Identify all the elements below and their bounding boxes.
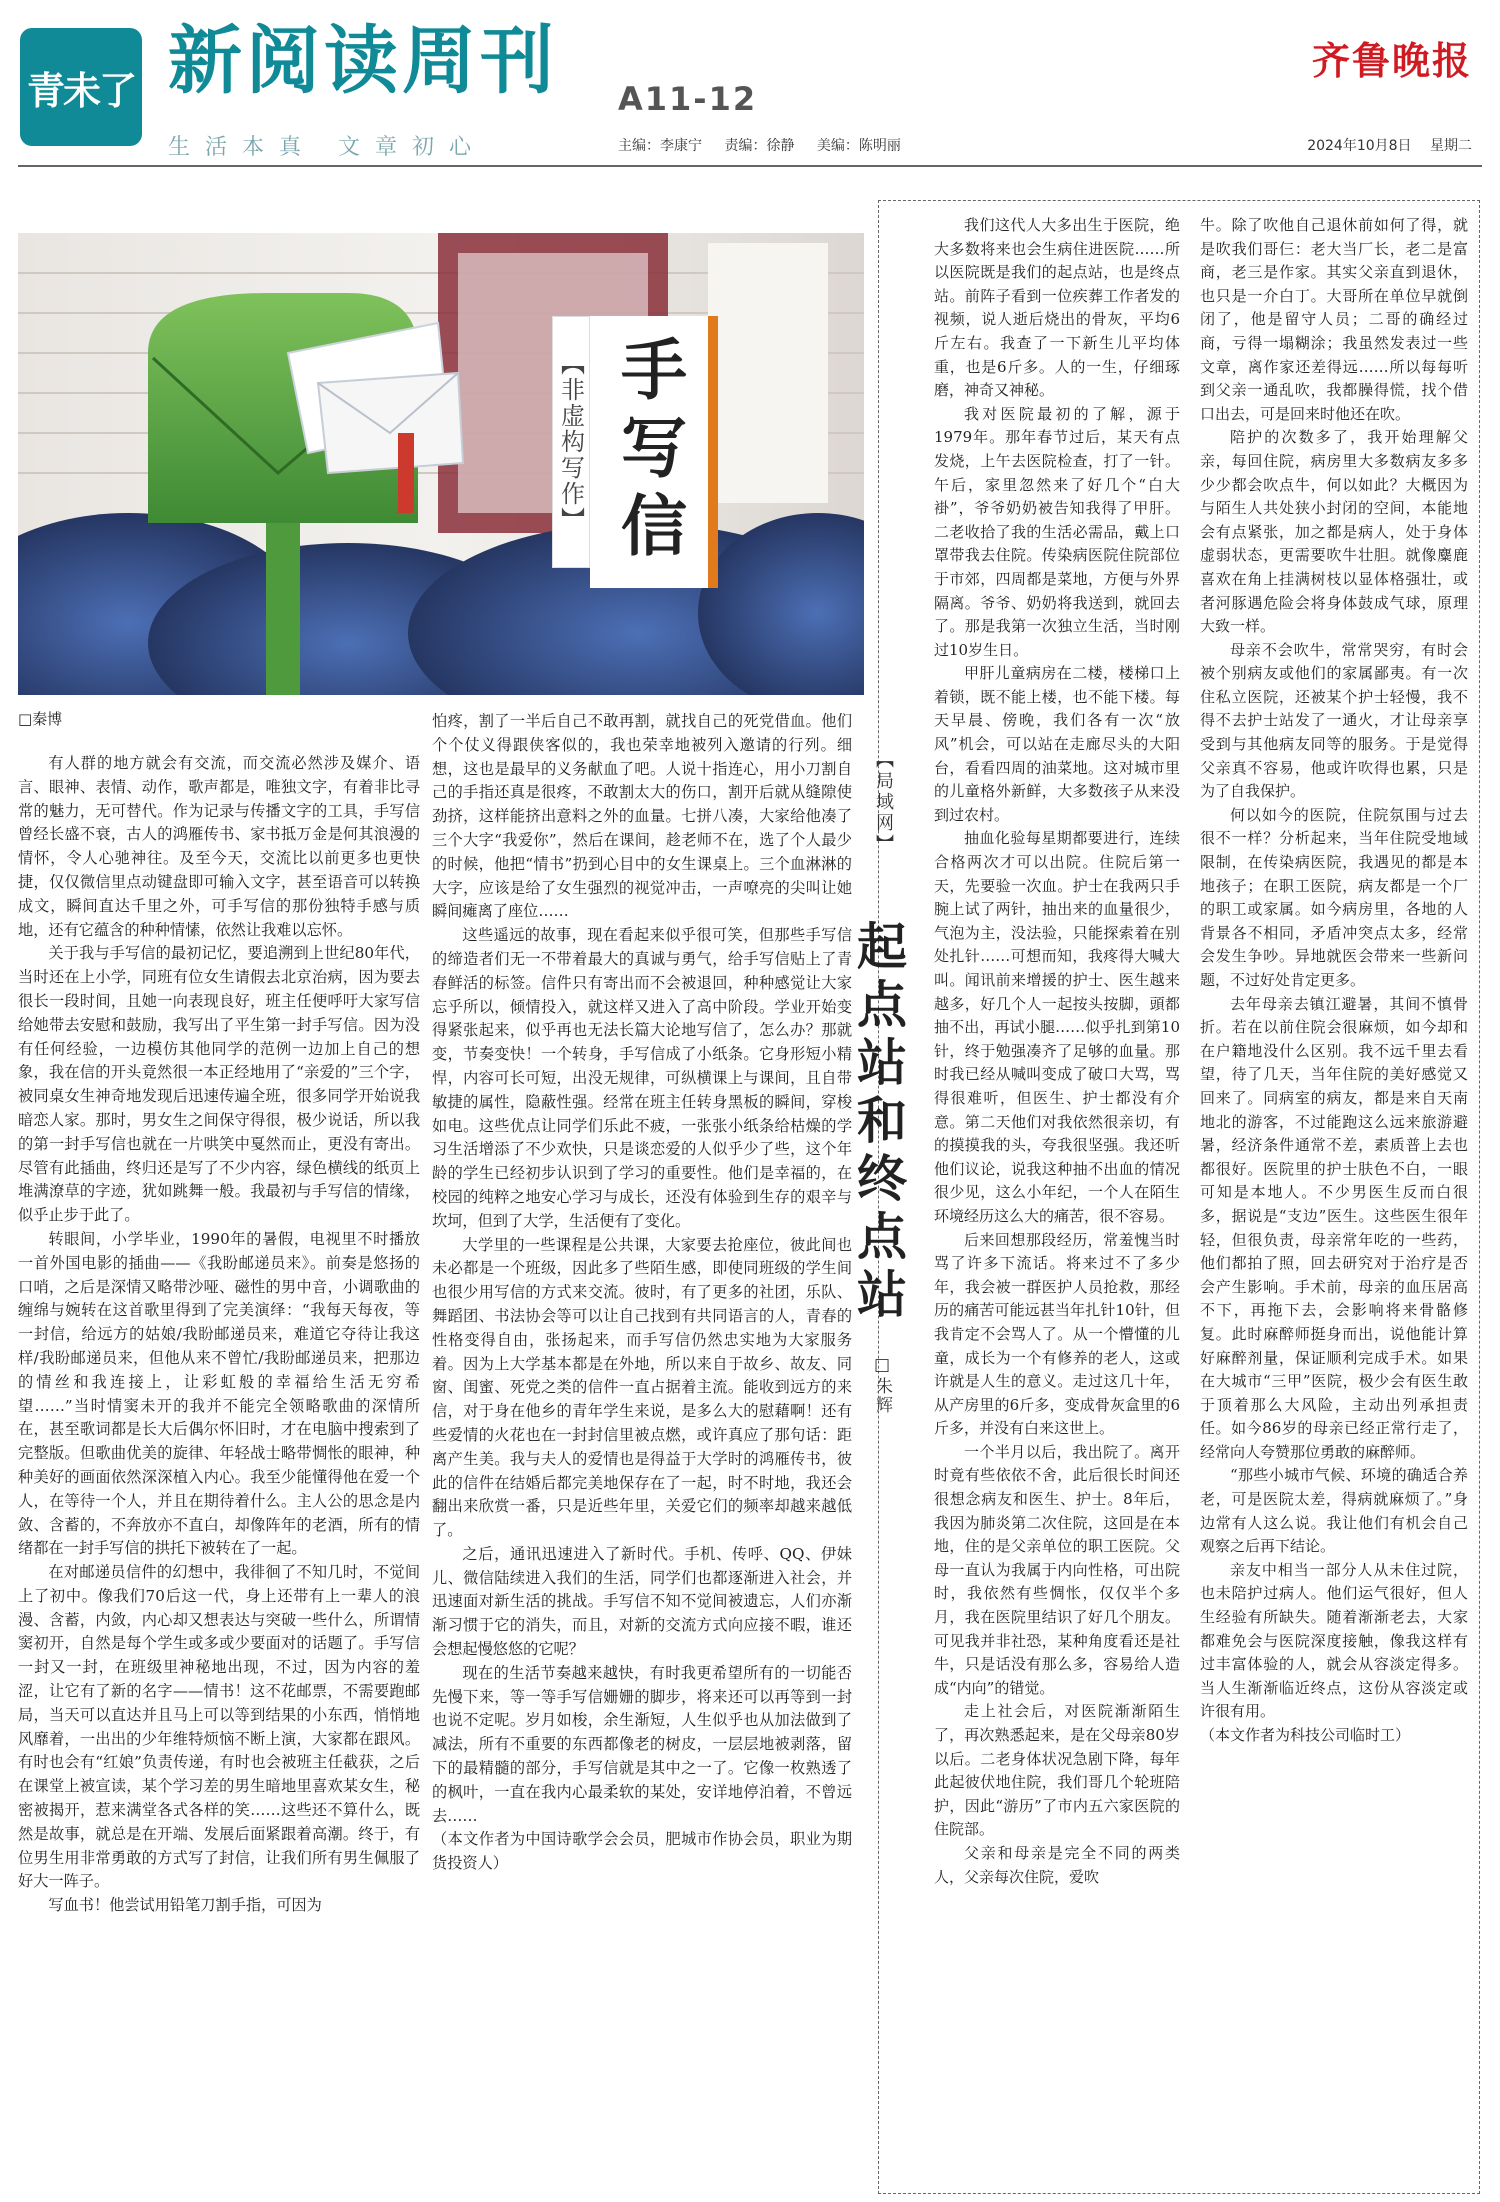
article2-column-2 xyxy=(1200,214,1468,2186)
paragraph: 之后，通讯迅速进入了新时代。手机、传呼、QQ、伊妹儿、微信陆续进入我们的生活，同学们也都逐渐进入社会，并迅速面对新生活的挑战。手写信不知不觉间被遗忘，人们亦渐渐习惯于它的消失，而且，对新的交流方式向应接不暇，谁还会想起慢悠悠的它呢？ xyxy=(432,1544,852,1659)
editor-duty: 责编：徐静 xyxy=(724,138,795,154)
weekday-text: 星期二 xyxy=(1430,138,1472,154)
editor-credits xyxy=(618,135,919,155)
article2-author: □朱辉 xyxy=(872,1355,892,1415)
paragraph: 去年母亲去镇江避暑，其间不慎骨折。若在以前住院会很麻烦，如今却和在户籍地没什么区别。我不远千里去看望，待了几天，当年住院的美好感觉又回来了。同病室的病友，都是来自天南地北的游客，不过能跑这么远来旅游避暑，经济条件通常不差，素质普上去也都很好。医院里的护士肤色不白，一眼可知是本地人。不少男医生反而白很多，据说是“支边”医生。这些医生很年轻，但很负责，母亲常年吃的一些药，他们都拍了照，回去研究对于治疗是否会产生影响。手术前，母亲的血压居高不下，再拖下去，会影响将来骨骼修复。此时麻醉师挺身而出，说他能计算好麻醉剂量，保证顺利完成手术。如果在大城市“三甲”医院，极少会有医生敢于顶着那么大风险，主动出列承担责任。如今86岁的母亲已经正常行走了，经常向人夸赞那位勇敢的麻醉师。 xyxy=(1200,994,1468,1461)
article1-title: 手写信 xyxy=(590,316,718,588)
paragraph: 亲友中相当一部分人从未住过院，也未陪护过病人。他们运气很好，但人生经验有所缺失。随着渐渐老去，大家都难免会与医院深度接触，像我这样有过丰富体验的人，就会从容淡定得多。当人生渐渐临近终点，这份从容淡定或许很有用。 xyxy=(1200,1560,1468,1721)
paragraph: 现在的生活节奏越来越快，有时我更希望所有的一切能否先慢下来，等一等手写信姗姗的脚步，将来还可以再等到一封也说不定呢。岁月如梭，余生渐短，人生似乎也从加法做到了减法，所有不重要的东西都像老的树皮，一层层地被剥落，留下的最精髓的部分，手写信就是其中之一了。它像一枚熟透了的枫叶，一直在我内心最柔软的某处，安详地停泊着，不曾远去…… xyxy=(432,1663,852,1825)
editor-art: 美编：陈明丽 xyxy=(816,138,901,154)
mailbox-illustration xyxy=(18,233,864,695)
logo: 青未了 xyxy=(20,28,142,146)
header-rule xyxy=(18,165,1482,167)
slogan: 生活本真 文章初心 xyxy=(168,135,486,160)
paragraph: 怕疼，割了一半后自己不敢再割，就找自己的死党借血。他们个个仗义得跟侠客似的，我也荣幸地被列入邀请的行列。细想，这也是最早的义务献血了吧。人说十指连心，用小刀割自己的手指还真是很疼，不敢割太大的伤口，割开后就从缝隙使劲挤，这样能挤出意料之外的血量。七拼八凑，大家给他凑了三个大字“我爱你”，然后在课间，趁老师不在，选了个人最少的时候，他把“情书”扔到心目中的女生课桌上。三个血淋淋的大字，应该是给了女生强烈的视觉冲击，一声嘹亮的尖叫让她瞬间瘫离了座位…… xyxy=(432,712,852,921)
issue-date xyxy=(1293,135,1472,155)
article2-column-1 xyxy=(934,214,1180,2186)
paragraph: 牛。除了吹他自己退休前如何了得，就是吹我们哥仨：老大当厂长，老二是富商，老三是作家。其实父亲直到退休，也只是一介白丁。大哥所在单位早就倒闭了，他是留守人员；二哥的确经过商，亏得一塌糊涂；我虽然发表过一些文章，离作家还差得远……所以每每听到父亲一通乱吹，我都臊得慌，找个借口出去，可是回来时他还在吹。 xyxy=(1200,216,1468,423)
paragraph: 后来回想那段经历，常羞愧当时骂了许多下流话。将来过不了多少年，我会被一群医护人员抢救，那经历的痛苦可能远甚当年扎针10针，但我肯定不会骂人了。从一个懵懂的儿童，成长为一个有修养的老人，这或许就是人生的意义。走过这几十年，从产房里的6斤多，变成骨灰盒里的6斤多，并没有白来这世上。 xyxy=(934,1230,1180,1438)
masthead: 新阅读周刊 xyxy=(168,18,558,104)
paragraph: 抽血化验每星期都要进行，连续合格两次才可以出院。住院后第一天，先要验一次血。护士在我两只手腕上试了两针，抽出来的血量很少，气泡为主，没法验，只能探索着在别处扎针……可想而知，我疼得大喊大叫。闻讯前来增援的护士、医生越来越多，好几个人一起按头按脚，頭都抽不出，再试小腿……似乎扎到第10针，终于勉强凑齐了足够的血量。那时我已经从喊叫变成了破口大骂，骂得很难听，但医生、护士都没有介意。第二天他们对我依然很亲切，有的摸摸我的头，夸我很坚强。我还听他们议论，说我这种抽不出血的情况很少见，这么小年纪，一个人在陌生环境经历这么大的痛苦，很不容易。 xyxy=(934,829,1180,1225)
paragraph: 一个半月以后，我出院了。离开时竟有些依依不舍，此后很长时间还很想念病友和医生、护士。8年后，我因为肺炎第二次住院，这回是在本地，住的是父亲单位的职工医院。父母一直认为我属于内向性格，可出院时，我依然有些惆怅，仅仅半个多月，我在医院里结识了好几个朋友。可见我并非社恐，某种角度看还是社牛，只是话没有那么多，容易给人造成“内向”的错觉。 xyxy=(934,1442,1180,1697)
paragraph: 我对医院最初的了解，源于1979年。那年春节过后，某天有点发烧，上午去医院检查，打了一针。午后，家里忽然来了好几个“白大褂”，爷爷奶奶被告知我得了甲肝。二老收拾了我的生活必需品，戴上口罩带我去住院。传染病医院住院部位于市郊，四周都是菜地，方便与外界隔离。爷爷、奶奶将我送到，就回去了。那是我第一次独立生活，当时刚过10岁生日。 xyxy=(934,404,1180,659)
paragraph: 走上社会后，对医院渐渐陌生了，再次熟悉起来，是在父母亲80岁以后。二老身体状况急剧下降，每年此起彼伏地住院，我们哥几个轮班陪护，因此“游历”了市内五六家医院的住院部。 xyxy=(934,1702,1180,1839)
article1-column-2 xyxy=(432,710,852,2192)
article1-author: □秦博 xyxy=(18,710,63,728)
paragraph: 在对邮递员信件的幻想中，我徘徊了不知几时，不觉间上了初中。像我们70后这一代，身上还带有上一辈人的浪漫、含蓄，内敛，内心却又想表达与突破一些什么，所谓情窦初开，自然是每个学生或多或少要面对的话题了。手写信一封又一封，在班级里神秘地出现，不过，因为内容的羞涩，让它有了新的名字——情书！这不花邮票，不需要跑邮局，当天可以直达并且马上可以等到结果的小东西，悄悄地风靡着，一出出的少年维特烦恼不断上演，大家都在跟风。有时也会有“红娘”负责传递，有时也会被班主任截获，之后在课堂上被宣读，某个学习差的男生暗地里喜欢某女生，秘密被揭开，惹来满堂各式各样的笑……这些还不算什么，既然是故事，就总是在开端、发展后面紧跟着高潮。终于，有位男生用非常勇敢的方式写了封信，让我们所有男生佩服了好大一阵子。 xyxy=(18,1563,420,1891)
paragraph: 大学里的一些课程是公共课，大家要去抢座位，彼此间也未必都是一个班级，因此多了些陌生感，即使同班级的学生间也很少用写信的方式来交流。彼时，有了更多的社团，乐队、舞蹈团、书法协会等可以让自己找到有共同语言的人，青春的性格变得自由，张扬起来，而手写信仍然忠实地为大家服务着。因为上大学基本都是在外地，所以来自于故乡、故友、同窗、闺蜜、死党之类的信件一直占据着主流。能收到远方的来信，对于身在他乡的青年学生来说，是多么大的慰藉啊！还有些爱情的火花也在一封封信里被点燃，或许真应了那句话：距离产生美。我与夫人的爱情也是得益于大学时的鸿雁传书，彼此的信件在结婚后都完美地保存在了一起，时不时地，我还会翻出来欣赏一番，只是近些年里，关爱它们的频率却越来越低了。 xyxy=(432,1235,852,1540)
paragraph: 陪护的次数多了，我开始理解父亲，每回住院，病房里大多数病友多多少少都会吹点牛，何以如此？大概因为与陌生人共处狭小封闭的空间，本能地会有点紧张，加之都是病人，处于身体虚弱状态，更需要吹牛壮胆。就像麋鹿喜欢在角上挂满树枝以显体格强壮，或者河豚遇危险会将身体鼓成气球，原理大致一样。 xyxy=(1200,428,1468,636)
paragraph: 关于我与手写信的最初记忆，要追溯到上世纪80年代，当时还在上小学，同班有位女生请假去北京治病，因为要去很长一段时间，且她一向表现良好，班主任便呼吁大家写信给她带去安慰和鼓励，我写出了平生第一封手写信。因为没有任何经验，一边模仿其他同学的范例一边加上自己的想象，我在信的开头竟然很一本正经地用了“亲爱的”三个字，被同桌女生神奇地发现后迅速传遍全班，很多同学开始说我暗恋人家。那时，男女生之间保守得很，极少说话，所以我的第一封手写信也就在一片哄笑中戛然而止，更没有寄出。尽管有此插曲，终归还是写了不少内容，绿色横线的纸页上堆满潦草的字迹，犹如跳舞一般。我最初与手写信的情缘，似乎止步于此了。 xyxy=(18,944,420,1225)
newspaper-brand: 齐鲁晚报 xyxy=(1311,38,1472,83)
issue-number: A11-12 xyxy=(618,80,758,118)
paragraph: 甲肝儿童病房在二楼，楼梯口上着锁，既不能上楼，也不能下楼。每天早晨、傍晚，我们各有一次“放风”机会，可以站在走廊尽头的大阳台，看看四周的油菜地。这对城市里的儿童格外新鲜，大多数孩子从来没到过农村。 xyxy=(934,664,1180,824)
mailbox-scene xyxy=(18,233,864,695)
author-bio: （本文作者为中国诗歌学会会员，肥城市作协会员，职业为期货投资人） xyxy=(432,1830,852,1873)
paragraph: 转眼间，小学毕业，1990年的暑假，电视里不时播放一首外国电影的插曲——《我盼邮递员来》。前奏是悠扬的口哨，之后是深情又略带沙哑、磁性的男中音，小调歌曲的缠绵与婉转在这首歌里得到了完美演绎：“我每天每夜，等一封信，给远方的姑娘/我盼邮递员来，难道它夺待让我这样/我盼邮递员来，但他从来不曾忙/我盼邮递员来，把那边的情丝和我连接上，让彩虹般的幸福给生活无穷希望……”当时情窦未开的我并不能完全领略歌曲的深情所在，甚至歌词都是长大后偶尔怀旧时，才在电脑中搜索到了完整版。但歌曲优美的旋律、年轻战士略带惆怅的眼神，种种美好的画面依然深深植入内心。我至少能懂得他在爱一个人，在等待一个人，并且在期待着什么。主人公的思念是内敛、含蓄的，不奔放亦不直白，却像阵年的老酒，所有的情绪都在一封手写信的拱托下被转在了一起。 xyxy=(18,1229,420,1558)
paragraph: 这些遥远的故事，现在看起来似乎很可笑，但那些手写信的缔造者们无一不带着最大的真诚与勇气，给手写信贴上了青春鲜活的标签。信件只有寄出而不会被退回，种种感觉让大家忘乎所以，倾情投入，就这样又进入了高中阶段。学业开始变得紧张起来，似乎再也无法长篇大论地写信了，怎么办？那就变，节奏变快！一个转身，手写信成了小纸条。它身形短小精悍，内容可长可短，出没无规律，可纵横课上与课间，且自带敏捷的属性，隐蔽性强。经常在班主任转身黑板的瞬间，穿梭如电。这些优点让同学们乐此不疲，一张张小纸条给枯燥的学习生活增添了不少欢快，只是谈恋爱的人似乎少了些，这个年龄的学生已经初步认识到了学习的重要性。他们是幸福的，在校园的纯粹之地安心学习与成长，还没有体验到生存的艰辛与坎坷，但到了大学，生活便有了变化。 xyxy=(432,926,852,1230)
paragraph: 父亲和母亲是完全不同的两类人，父亲每次住院，爱吹 xyxy=(934,1843,1180,1886)
editor-chief: 主编：李康宁 xyxy=(618,138,702,154)
article2-tag: 【局域网】 xyxy=(873,750,894,855)
article1-column-1 xyxy=(18,752,420,2192)
paragraph: “那些小城市气候、环境的确适合养老，可是医院太差，得病就麻烦了。”身边常有人这么说。我让他们有机会自己观察之后再下结论。 xyxy=(1200,1466,1468,1556)
paragraph: 写血书！他尝试用铅笔刀割手指，可因为 xyxy=(48,1896,322,1915)
paragraph: 我们这代人大多出生于医院，绝大多数将来也会生病住进医院……所以医院既是我们的起点站，也是终点站。前阵子看到一位疾葬工作者发的视频，说人逝后烧出的骨灰，平均6斤左右。我查了一下新生儿平均体重，也是6斤多。人的一生，仔细琢磨，神奇又神秘。 xyxy=(934,216,1180,400)
article2-title: 起点站和终点站 xyxy=(849,920,908,1326)
author-bio: （本文作者为科技公司临时工） xyxy=(1200,1726,1411,1744)
date-text: 2024年10月8日 xyxy=(1307,138,1412,154)
article1-tag: 【非虚构写作】 xyxy=(552,316,590,568)
paragraph: 何以如今的医院，住院氛围与过去很不一样？分析起来，当年住院受地域限制，在传染病医院，我遇见的都是本地孩子；在职工医院，病友都是一个厂的职工或家属。如今病房里，各地的人背景各不相同，矛盾冲突点太多，经常会发生争吵。异地就医会带来一些新问题，不过好处肯定更多。 xyxy=(1200,805,1468,989)
paragraph: 母亲不会吹牛，常常哭穷，有时会被个别病友或他们的家属鄙夷。有一次住私立医院，还被某个护士轻慢，我不得不去护士站发了一通火，才让母亲享受到与其他病友同等的服务。于是觉得父亲真不容易，他或许吹得也累，只是为了自我保护。 xyxy=(1200,640,1468,801)
paragraph: 有人群的地方就会有交流，而交流必然涉及媒介、语言、眼神、表情、动作，歌声都是，唯独文字，有着非比寻常的魅力，无可替代。作为记录与传播文字的工具，手写信曾经长盛不衰，古人的鸿雁传书、家书抵万金是何其浪漫的情怀，令人心驰神往。及至今天，交流比以前更多也更快捷，仅仅微信里点动键盘即可输入文字，甚至语音可以转换成文，瞬间直达千里之外，可手写信的那份独特手感与质地，还有它蕴含的种种情愫，依然让我难以忘怀。 xyxy=(18,754,420,939)
